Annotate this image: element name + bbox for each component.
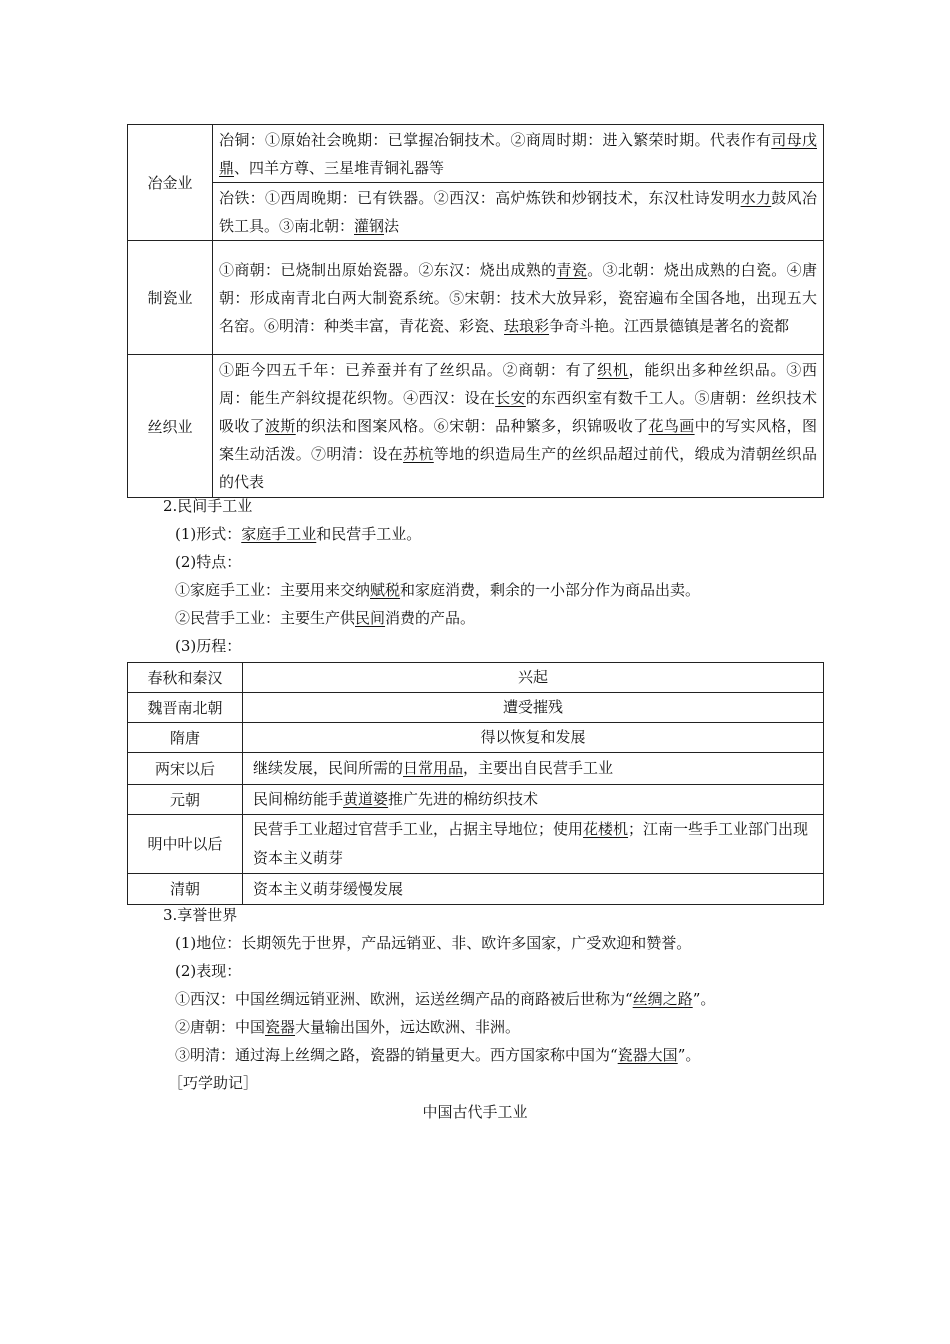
table-row <box>128 753 824 785</box>
memory-aid-label: ［巧学助记］ <box>168 1074 259 1092</box>
underlined-term: 赋税 <box>370 581 401 599</box>
table-row <box>128 241 824 355</box>
underlined-term: 瓷器 <box>265 1018 296 1036</box>
underlined-term: 家庭手工业 <box>241 525 317 543</box>
underlined-term: 长安 <box>495 389 526 407</box>
table-row <box>128 693 824 723</box>
underlined-term: 黄道婆 <box>343 790 389 808</box>
fame-status-line <box>175 933 691 953</box>
underlined-term: 织机 <box>597 361 629 379</box>
table-row <box>128 874 824 905</box>
industry-table <box>127 124 824 498</box>
table-row <box>128 815 824 874</box>
text-run: 。③北朝：烧出成熟的白瓷。④唐朝：形成南青北白两大制瓷系统。⑤宋朝：技术大放异彩，瓷窑遍布全国各地，出现五大名窑。⑥明清：种类丰富，青花瓷、彩瓷、 <box>219 260 817 335</box>
section-heading-world-fame: 3.享誉世界 <box>163 906 238 924</box>
underlined-term: 青瓷 <box>556 260 588 279</box>
period-cell: 清朝 <box>128 874 243 905</box>
text-run: 的东西织室有数千工人。⑤唐朝：丝织技术吸收了 <box>219 389 817 435</box>
table-row <box>128 663 824 693</box>
development-cell <box>243 693 824 723</box>
text-run: 、四羊方尊、三星堆青铜礼器等 <box>234 158 445 177</box>
text-run: (1)形式： <box>175 525 242 543</box>
section-heading-folk-handicraft: 2.民间手工业 <box>163 497 253 515</box>
text-run: ”。 <box>692 990 716 1008</box>
porcelain-text <box>213 241 824 355</box>
row-label-porcelain: 制瓷业 <box>128 241 213 355</box>
underlined-term: 民间 <box>355 609 386 627</box>
development-cell <box>243 815 824 874</box>
memory-aid-title: 中国古代手工业 <box>422 1103 528 1121</box>
text-run: 和民营手工业。 <box>316 525 422 543</box>
text-run: ①商朝：已烧制出原始瓷器。②东汉：烧出成熟的 <box>219 260 557 279</box>
underlined-term: 水力 <box>740 188 772 207</box>
text-run: ③明清：通过海上丝绸之路，瓷器的销量更大。西方国家称中国为“ <box>175 1046 618 1064</box>
underlined-term: 花鸟画 <box>648 417 695 435</box>
text-run: 民营手工业超过官营手工业，占据主导地位；使用 <box>253 820 584 838</box>
period-cell: 春秋和秦汉 <box>128 663 243 693</box>
text-run: ①距今四五千年：已养蚕并有了丝织品。②商朝：有了 <box>219 361 598 379</box>
row-label-metallurgy: 冶金业 <box>128 125 213 241</box>
text-run: 消费的产品。 <box>385 609 476 627</box>
period-cell: 两宋以后 <box>128 753 243 785</box>
text-run: ”。 <box>677 1046 701 1064</box>
text-run: 大量输出国外，远达欧洲、非洲。 <box>295 1018 521 1036</box>
folk-feature-private <box>175 608 475 628</box>
table-row <box>128 183 824 241</box>
text-run: 得以恢复和发展 <box>480 728 586 746</box>
text-run: ①西汉：中国丝绸远销亚洲、欧洲，运送丝绸产品的商路被后世称为“ <box>175 990 633 1008</box>
development-cell <box>243 723 824 753</box>
fame-perf-western-han <box>175 989 715 1009</box>
text-run: 等地的织造局生产的丝织品超过前代，缎成为清朝丝织品的代表 <box>219 445 817 491</box>
underlined-term: 苏杭 <box>403 445 434 463</box>
underlined-term: 珐琅彩 <box>504 316 550 335</box>
text-run: 冶铁：①西周晚期：已有铁器。②西汉：高炉炼铁和炒钢技术，东汉杜诗发明 <box>219 188 741 207</box>
underlined-term: 花楼机 <box>583 820 629 838</box>
fame-perf-tang <box>175 1017 520 1037</box>
text-run: ②民营手工业：主要生产供 <box>175 609 356 627</box>
text-run: ①家庭手工业：主要用来交纳 <box>175 581 371 599</box>
text-run: 争奇斗艳。江西景德镇是著名的瓷都 <box>549 316 790 335</box>
folk-process-table <box>127 662 824 905</box>
text-run: 和家庭消费，剩余的一小部分作为商品出卖。 <box>400 581 701 599</box>
text-run: ，能织出多种丝织品。③西周：能生产斜纹提花织物。④西汉：设在 <box>219 361 817 407</box>
folk-process-label: (3)历程： <box>175 637 242 655</box>
text-run: 继续发展，民间所需的 <box>253 759 404 777</box>
text-run: 民间棉纺能手 <box>253 790 344 808</box>
silk-text <box>213 355 824 498</box>
period-cell: 元朝 <box>128 785 243 815</box>
folk-feature-household <box>175 580 700 600</box>
text-run: 鼓风冶铁工具。③南北朝： <box>219 188 817 235</box>
development-cell <box>243 663 824 693</box>
text-run: 法 <box>384 216 400 235</box>
underlined-term: 波斯 <box>265 417 296 435</box>
underlined-term: 司母戊鼎 <box>219 130 817 177</box>
development-cell <box>243 753 824 785</box>
table-row <box>128 723 824 753</box>
text-run: 中的写实风格，图案生动活泼。⑦明清：设在 <box>219 417 817 463</box>
text-run: 兴起 <box>517 668 548 686</box>
period-cell: 魏晋南北朝 <box>128 693 243 723</box>
text-run: ；江南一些手工业部门出现资本主义萌芽 <box>253 820 809 867</box>
copper-smelting-text <box>213 125 824 183</box>
folk-features-label: (2)特点： <box>175 553 242 571</box>
fame-perf-ming-qing <box>175 1045 700 1065</box>
underlined-term: 日常用品 <box>403 759 464 777</box>
text-run: 冶铜：①原始社会晚期：已掌握冶铜技术。②商周时期：进入繁荣时期。代表作有 <box>219 130 772 149</box>
development-cell <box>243 874 824 905</box>
table-row <box>128 355 824 498</box>
period-cell: 隋唐 <box>128 723 243 753</box>
underlined-term: 丝绸之路 <box>632 990 693 1008</box>
text-run: 的织法和图案风格。⑥宋朝：品种繁多，织锦吸收了 <box>295 417 649 435</box>
underlined-term: 瓷器大国 <box>617 1046 678 1064</box>
folk-form-line <box>175 524 421 544</box>
underlined-term: 灌钢 <box>354 216 385 235</box>
row-label-silk: 丝织业 <box>128 355 213 498</box>
text-run: 资本主义萌芽缓慢发展 <box>253 879 404 898</box>
text-run: (1)地位：长期领先于世界，产品远销亚、非、欧许多国家，广受欢迎和赞誉。 <box>175 934 692 952</box>
development-cell <box>243 785 824 815</box>
fame-perf-label: (2)表现： <box>175 962 242 980</box>
table-row <box>128 125 824 183</box>
text-run: 推广先进的棉纺织技术 <box>388 790 539 808</box>
table-row <box>128 785 824 815</box>
text-run: ，主要出自民营手工业 <box>463 759 614 777</box>
iron-smelting-text <box>213 183 824 241</box>
text-run: ②唐朝：中国 <box>175 1018 266 1036</box>
text-run: 遭受摧残 <box>502 698 563 716</box>
period-cell: 明中叶以后 <box>128 815 243 874</box>
